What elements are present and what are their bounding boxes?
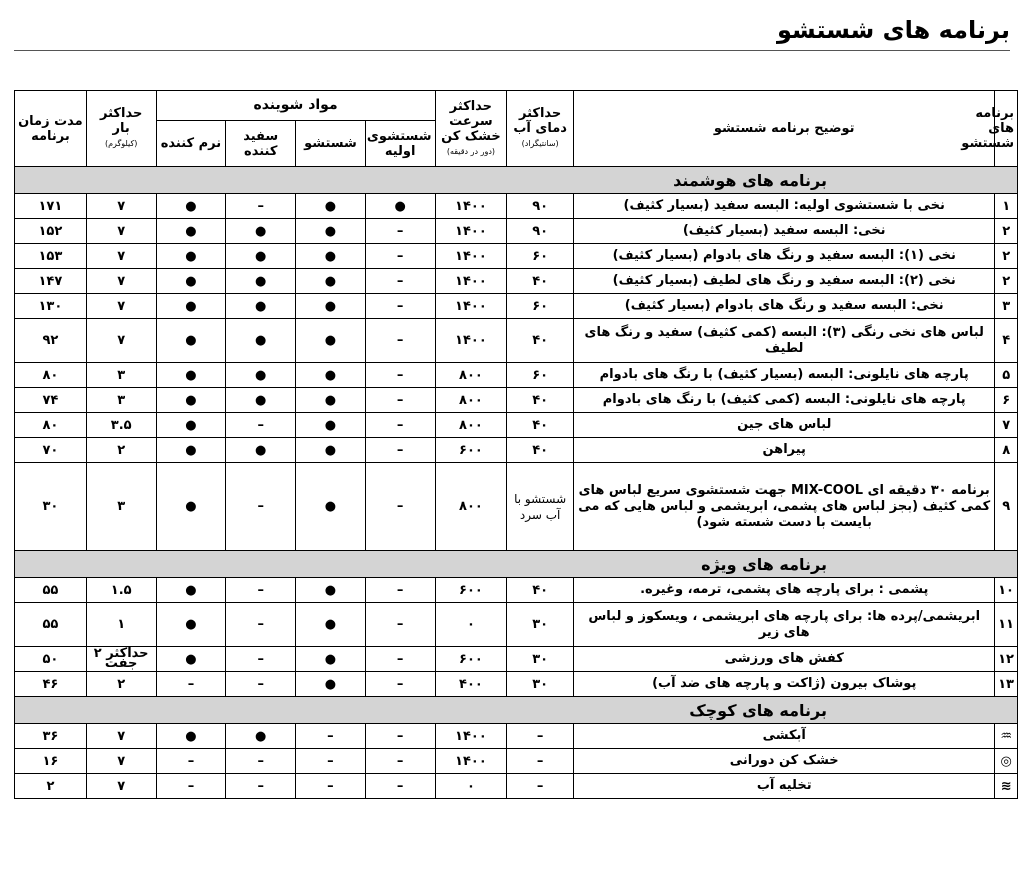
wash-cell: ●: [296, 647, 366, 672]
max-load-cell: ۷: [86, 269, 156, 294]
table-row: [15, 363, 1018, 388]
max-spin-cell: ۸۰۰: [435, 363, 507, 388]
max-spin-cell: ۸۰۰: [435, 413, 507, 438]
prewash-cell: –: [365, 244, 435, 269]
softener-cell: ●: [156, 294, 226, 319]
table-row: [15, 578, 1018, 603]
wash-cell: ●: [296, 603, 366, 647]
max-load-cell: ۷: [86, 319, 156, 363]
drain-icon: ≋: [995, 774, 1018, 799]
table-row: [15, 749, 1018, 774]
softener-cell: ●: [156, 647, 226, 672]
max-spin-cell: ۶۰۰: [435, 438, 507, 463]
program-number: ۲: [995, 269, 1018, 294]
bleach-cell: ●: [226, 438, 296, 463]
section-title: برنامه های هوشمند: [15, 167, 1018, 194]
header-prewash: شستشوی اولیه: [365, 121, 435, 167]
bleach-cell: –: [226, 463, 296, 551]
program-number: ۵: [995, 363, 1018, 388]
softener-cell: ●: [156, 578, 226, 603]
max-load-cell: حداکثر ۲ جفت: [86, 647, 156, 672]
duration-cell: ۵۰: [15, 647, 87, 672]
table-row: [15, 388, 1018, 413]
max-spin-cell: ۱۴۰۰: [435, 244, 507, 269]
program-description: برنامه ۳۰ دقیقه ای MIX-COOL جهت شستشوی سریع لباس های کمی کثیف (بجز لباس های پشمی، ابریشمی و لباس هایی که می بایست با دست شسته شود): [573, 463, 994, 551]
spin-icon: ◎: [995, 749, 1018, 774]
header-max-load-label: حداکثر بار: [100, 106, 143, 136]
max-load-cell: ۷: [86, 294, 156, 319]
max-spin-cell: ۱۴۰۰: [435, 749, 507, 774]
max-temp-cell: ۶۰: [507, 244, 574, 269]
program-number: ۱۳: [995, 672, 1018, 697]
max-temp-cell: ۴۰: [507, 438, 574, 463]
max-temp-cell: ۶۰: [507, 294, 574, 319]
program-description: تخلیه آب: [573, 774, 994, 799]
table-row: [15, 413, 1018, 438]
table-row: [15, 294, 1018, 319]
bleach-cell: ●: [226, 269, 296, 294]
title-divider: [14, 50, 1010, 51]
prewash-cell: –: [365, 438, 435, 463]
header-duration: مدت زمان برنامه: [15, 91, 87, 167]
prewash-cell: –: [365, 388, 435, 413]
program-number: ۲: [995, 219, 1018, 244]
program-number: ۱۱: [995, 603, 1018, 647]
wash-cell: –: [296, 724, 366, 749]
softener-cell: ●: [156, 413, 226, 438]
table-row: [15, 774, 1018, 799]
program-description: نخی (۱): البسه سفید و رنگ های بادوام (بسیار کثیف): [573, 244, 994, 269]
prewash-cell: –: [365, 319, 435, 363]
bleach-cell: ●: [226, 219, 296, 244]
section-title: برنامه های ویژه: [15, 551, 1018, 578]
program-description: خشک کن دورانی: [573, 749, 994, 774]
bleach-cell: ●: [226, 244, 296, 269]
prewash-cell: –: [365, 578, 435, 603]
prewash-cell: –: [365, 647, 435, 672]
bleach-cell: –: [226, 578, 296, 603]
max-temp-cell: ۴۰: [507, 319, 574, 363]
header-max-temp: [507, 91, 574, 167]
program-description: لباس های جین: [573, 413, 994, 438]
duration-cell: ۸۰: [15, 413, 87, 438]
max-spin-cell: ۴۰۰: [435, 672, 507, 697]
program-description: پیراهن: [573, 438, 994, 463]
duration-cell: ۵۵: [15, 603, 87, 647]
max-temp-cell: ۹۰: [507, 194, 574, 219]
prewash-cell: –: [365, 219, 435, 244]
max-load-cell: ۷: [86, 774, 156, 799]
program-description: کفش های ورزشی: [573, 647, 994, 672]
wash-cell: –: [296, 749, 366, 774]
softener-cell: ●: [156, 603, 226, 647]
table-row: [15, 603, 1018, 647]
header-max-spin-label: حداکثر سرعت خشک کن: [441, 98, 501, 144]
bleach-cell: –: [226, 774, 296, 799]
wash-cell: ●: [296, 319, 366, 363]
max-temp-cell: ۳۰: [507, 647, 574, 672]
section-header: [15, 697, 1018, 724]
softener-cell: –: [156, 672, 226, 697]
duration-cell: ۸۰: [15, 363, 87, 388]
rinse-icon: ♒: [995, 724, 1018, 749]
duration-cell: ۱۳۰: [15, 294, 87, 319]
duration-cell: ۷۴: [15, 388, 87, 413]
wash-cell: ●: [296, 363, 366, 388]
max-load-cell: ۱: [86, 603, 156, 647]
bleach-cell: –: [226, 647, 296, 672]
program-number: ۳: [995, 294, 1018, 319]
bleach-cell: ●: [226, 319, 296, 363]
max-temp-cell: –: [507, 724, 574, 749]
prewash-cell: –: [365, 603, 435, 647]
max-temp-cell: ۴۰: [507, 413, 574, 438]
table-row: [15, 194, 1018, 219]
table-row: [15, 269, 1018, 294]
program-description: ابریشمی/پرده ها: برای پارچه های ابریشمی ، ویسکوز و لباس های زیر: [573, 603, 994, 647]
wash-cell: ●: [296, 269, 366, 294]
max-spin-cell: ۶۰۰: [435, 647, 507, 672]
bleach-cell: ●: [226, 388, 296, 413]
header-max-spin-unit: (دور در دقیقه): [446, 146, 496, 156]
program-description: پشمی : برای پارچه های پشمی، ترمه، وغیره.: [573, 578, 994, 603]
bleach-cell: –: [226, 413, 296, 438]
table-row: [15, 244, 1018, 269]
softener-cell: ●: [156, 724, 226, 749]
bleach-cell: –: [226, 749, 296, 774]
program-number: ۶: [995, 388, 1018, 413]
header-program: برنامه های شستشو: [995, 91, 1018, 167]
program-number: ۴: [995, 319, 1018, 363]
wash-cell: ●: [296, 413, 366, 438]
duration-cell: ۳۰: [15, 463, 87, 551]
duration-cell: ۴۶: [15, 672, 87, 697]
program-number: ۱۲: [995, 647, 1018, 672]
bleach-cell: ●: [226, 294, 296, 319]
bleach-cell: ●: [226, 724, 296, 749]
max-load-cell: ۲: [86, 672, 156, 697]
duration-cell: ۳۶: [15, 724, 87, 749]
prewash-cell: –: [365, 749, 435, 774]
max-temp-cell: شستشو با آب سرد: [507, 463, 574, 551]
prewash-cell: –: [365, 463, 435, 551]
prewash-cell: –: [365, 724, 435, 749]
max-temp-cell: ۹۰: [507, 219, 574, 244]
duration-cell: ۱۴۷: [15, 269, 87, 294]
wash-cell: ●: [296, 244, 366, 269]
max-spin-cell: ۱۴۰۰: [435, 724, 507, 749]
table-row: [15, 724, 1018, 749]
max-temp-cell: ۴۰: [507, 269, 574, 294]
max-load-cell: ۷: [86, 194, 156, 219]
max-spin-cell: ۱۴۰۰: [435, 194, 507, 219]
table-row: [15, 319, 1018, 363]
softener-cell: ●: [156, 269, 226, 294]
prewash-cell: –: [365, 672, 435, 697]
table-row: [15, 647, 1018, 672]
max-temp-cell: ۴۰: [507, 578, 574, 603]
max-temp-cell: ۳۰: [507, 603, 574, 647]
header-max-spin: [435, 91, 507, 167]
header-bleach: سفید کننده: [226, 121, 296, 167]
max-load-cell: ۳: [86, 363, 156, 388]
softener-cell: ●: [156, 388, 226, 413]
prewash-cell: –: [365, 774, 435, 799]
wash-cell: ●: [296, 463, 366, 551]
program-description: نخی با شستشوی اولیه: البسه سفید (بسیار کثیف): [573, 194, 994, 219]
table-row: [15, 438, 1018, 463]
max-temp-cell: ۴۰: [507, 388, 574, 413]
header-detergents: مواد شوینده: [156, 91, 435, 121]
softener-cell: –: [156, 749, 226, 774]
max-spin-cell: ۰: [435, 603, 507, 647]
wash-cell: ●: [296, 194, 366, 219]
max-load-cell: ۷: [86, 219, 156, 244]
table-row: [15, 219, 1018, 244]
softener-cell: ●: [156, 319, 226, 363]
max-spin-cell: ۰: [435, 774, 507, 799]
softener-cell: –: [156, 774, 226, 799]
softener-cell: ●: [156, 438, 226, 463]
bleach-cell: ●: [226, 363, 296, 388]
max-spin-cell: ۸۰۰: [435, 388, 507, 413]
header-wash: شستشو: [296, 121, 366, 167]
header-softener: نرم کننده: [156, 121, 226, 167]
wash-cell: ●: [296, 388, 366, 413]
max-load-cell: ۳.۵: [86, 413, 156, 438]
softener-cell: ●: [156, 363, 226, 388]
section-header: [15, 167, 1018, 194]
max-load-cell: ۲: [86, 438, 156, 463]
table-row: [15, 672, 1018, 697]
program-number: ۱۰: [995, 578, 1018, 603]
header-max-load-unit: (کیلوگرم): [104, 139, 138, 148]
program-number: ۱: [995, 194, 1018, 219]
washing-programs-table: [14, 90, 1018, 799]
duration-cell: ۱۷۱: [15, 194, 87, 219]
softener-cell: ●: [156, 194, 226, 219]
page-title: برنامه های شستشو: [776, 16, 1010, 44]
prewash-cell: –: [365, 413, 435, 438]
wash-cell: ●: [296, 294, 366, 319]
header-max-temp-unit: (سانتیگراد): [521, 139, 559, 148]
program-number: ۸: [995, 438, 1018, 463]
max-spin-cell: ۱۴۰۰: [435, 219, 507, 244]
max-spin-cell: ۱۴۰۰: [435, 269, 507, 294]
max-load-cell: ۳: [86, 388, 156, 413]
program-description: لباس های نخی رنگی (۳): البسه (کمی کثیف) سفید و رنگ های لطیف: [573, 319, 994, 363]
wash-cell: ●: [296, 219, 366, 244]
duration-cell: ۱۵۲: [15, 219, 87, 244]
max-temp-cell: ۳۰: [507, 672, 574, 697]
max-load-cell: ۷: [86, 244, 156, 269]
prewash-cell: –: [365, 363, 435, 388]
header-max-temp-label: حداکثر دمای آب: [513, 106, 567, 136]
program-description: پارچه های نایلونی: البسه (کمی کثیف) با رنگ های بادوام: [573, 388, 994, 413]
section-header: [15, 551, 1018, 578]
max-load-cell: ۱.۵: [86, 578, 156, 603]
prewash-cell: ●: [365, 194, 435, 219]
program-number: ۲: [995, 244, 1018, 269]
wash-cell: ●: [296, 578, 366, 603]
max-temp-cell: ۶۰: [507, 363, 574, 388]
duration-cell: ۱۵۳: [15, 244, 87, 269]
duration-cell: ۱۶: [15, 749, 87, 774]
section-title: برنامه های کوچک: [15, 697, 1018, 724]
program-description: نخی (۲): البسه سفید و رنگ های لطیف (بسیار کثیف): [573, 269, 994, 294]
max-spin-cell: ۱۴۰۰: [435, 319, 507, 363]
max-load-cell: ۷: [86, 724, 156, 749]
duration-cell: ۹۲: [15, 319, 87, 363]
wash-cell: ●: [296, 672, 366, 697]
max-spin-cell: ۱۴۰۰: [435, 294, 507, 319]
max-load-cell: ۷: [86, 749, 156, 774]
duration-cell: ۵۵: [15, 578, 87, 603]
max-load-cell: ۳: [86, 463, 156, 551]
program-description: نخی: البسه سفید (بسیار کثیف): [573, 219, 994, 244]
prewash-cell: –: [365, 294, 435, 319]
program-description: پارچه های نایلونی: البسه (بسیار کثیف) با رنگ های بادوام: [573, 363, 994, 388]
softener-cell: ●: [156, 244, 226, 269]
prewash-cell: –: [365, 269, 435, 294]
bleach-cell: –: [226, 603, 296, 647]
max-temp-cell: –: [507, 774, 574, 799]
table-row: [15, 463, 1018, 551]
bleach-cell: –: [226, 194, 296, 219]
table-body: [15, 167, 1018, 799]
wash-cell: ●: [296, 438, 366, 463]
duration-cell: ۲: [15, 774, 87, 799]
max-spin-cell: ۸۰۰: [435, 463, 507, 551]
softener-cell: ●: [156, 219, 226, 244]
duration-cell: ۷۰: [15, 438, 87, 463]
wash-cell: –: [296, 774, 366, 799]
max-spin-cell: ۶۰۰: [435, 578, 507, 603]
softener-cell: ●: [156, 463, 226, 551]
program-description: آبکشی: [573, 724, 994, 749]
header-max-load: [86, 91, 156, 167]
max-temp-cell: –: [507, 749, 574, 774]
program-description: نخی: البسه سفید و رنگ های بادوام (بسیار کثیف): [573, 294, 994, 319]
program-description: پوشاک بیرون (ژاکت و پارچه های ضد آب): [573, 672, 994, 697]
program-number: ۷: [995, 413, 1018, 438]
header-description: توضیح برنامه شستشو: [573, 91, 994, 167]
bleach-cell: –: [226, 672, 296, 697]
program-number: ۹: [995, 463, 1018, 551]
